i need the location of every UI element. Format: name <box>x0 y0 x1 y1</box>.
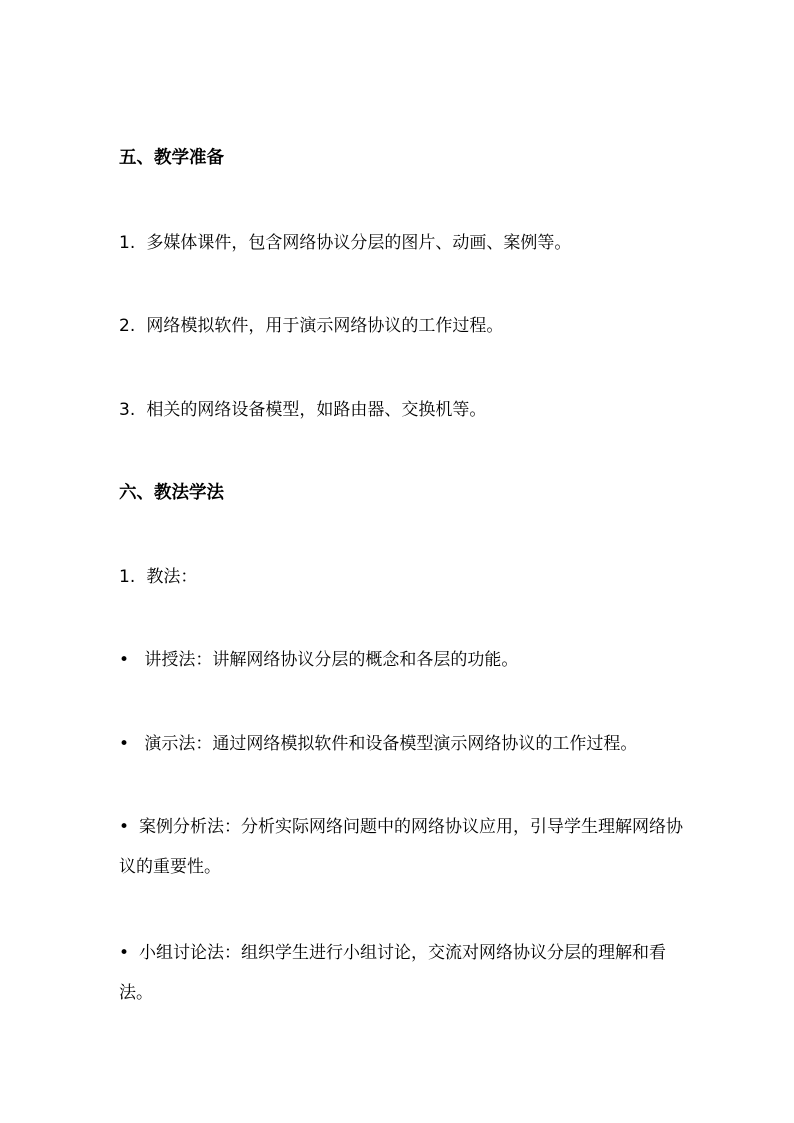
bullet-text: 小组讨论法：组织学生进行小组讨论，交流对网络协议分层的理解和看法。 <box>119 943 666 1003</box>
section-heading-methods: 六、教法学法 <box>119 483 224 503</box>
item-number: 3. <box>119 400 136 420</box>
item-number: 2. <box>119 316 136 336</box>
item-text: 相关的网络设备模型，如路由器、交换机等。 <box>146 400 487 420</box>
bullet-icon: • <box>119 817 130 837</box>
bullet-text: 案例分析法：分析实际网络问题中的网络协议应用，引导学生理解网络协议的重要性。 <box>119 817 683 877</box>
bullet-text: 演示法：通过网络模拟软件和设备模型演示网络协议的工作过程。 <box>144 734 638 754</box>
bullet-item <box>119 933 689 1013</box>
item-text: 网络模拟软件，用于演示网络协议的工作过程。 <box>146 316 504 336</box>
bullet-item <box>119 807 689 887</box>
list-item <box>119 398 689 422</box>
list-item <box>119 231 689 255</box>
section-heading-preparation: 五、教学准备 <box>119 148 224 168</box>
item-text: 教法： <box>146 567 198 587</box>
bullet-text: 讲授法：讲解网络协议分层的概念和各层的功能。 <box>144 650 519 670</box>
list-item <box>119 314 689 338</box>
bullet-icon: • <box>119 734 130 754</box>
bullet-icon: • <box>119 943 130 963</box>
item-number: 1. <box>119 233 136 253</box>
bullet-item <box>119 648 689 672</box>
bullet-item <box>119 732 689 756</box>
bullet-icon: • <box>119 650 130 670</box>
item-text: 多媒体课件，包含网络协议分层的图片、动画、案例等。 <box>146 233 572 253</box>
item-number: 1. <box>119 567 136 587</box>
list-item <box>119 565 689 589</box>
